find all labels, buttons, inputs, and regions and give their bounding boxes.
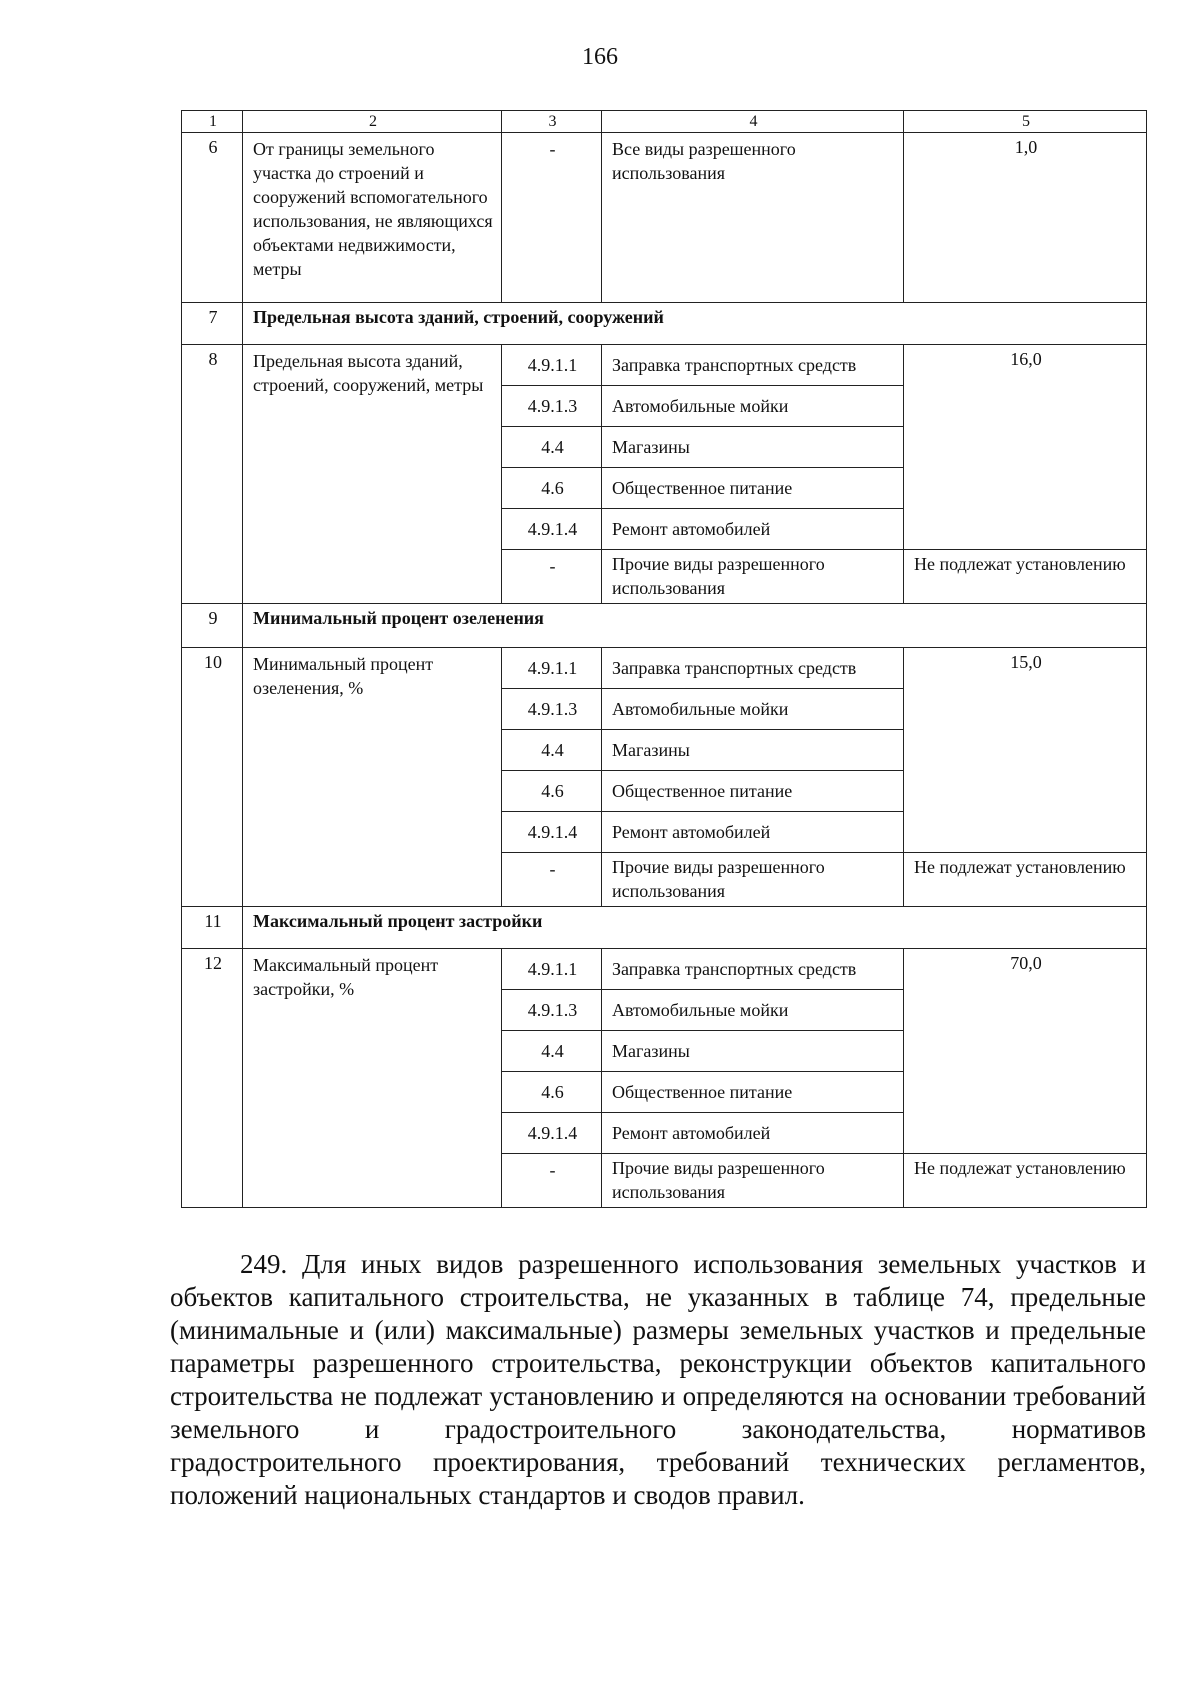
use-code: 4.9.1.4 — [502, 812, 602, 853]
use-name: Автомобильные мойки — [602, 990, 904, 1031]
use-name: Магазины — [602, 427, 904, 468]
row-number: 10 — [182, 648, 243, 907]
use-name: Прочие виды разрешенного использования — [602, 853, 904, 907]
parameter-name: От границы земельного участка до строений и сооружений вспомогательного использования, не являющихся объектами недвижимости, метры — [243, 133, 502, 303]
parameter-value: Не подлежат установлению — [904, 853, 1147, 907]
use-name: Заправка транспортных средств — [602, 345, 904, 386]
parameters-table — [181, 110, 1147, 1208]
header-cell: 4 — [602, 111, 904, 133]
use-code: 4.9.1.4 — [502, 1113, 602, 1154]
use-code: 4.6 — [502, 771, 602, 812]
use-name: Ремонт автомобилей — [602, 812, 904, 853]
use-name: Общественное питание — [602, 1072, 904, 1113]
paragraph-text: 249. Для иных видов разрешенного использования земельных участков и объектов капитального строительства, не указанных в таблице 74, предельные (минимальные и (или) максимальные) размеры земельных участков и предельные параметры разрешенного строительства, реконструкции объектов капитального строительства не подлежат установлению и определяются на основании требований земельного и градостроительного законодательства, нормативов градостроительного проектирования, требований технических регламентов, положений национальных стандартов и сводов правил. — [170, 1249, 1146, 1510]
header-cell: 5 — [904, 111, 1147, 133]
use-code: 4.4 — [502, 1031, 602, 1072]
use-code: 4.9.1.3 — [502, 990, 602, 1031]
use-name: Заправка транспортных средств — [602, 949, 904, 990]
use-name: Общественное питание — [602, 771, 904, 812]
use-name: Ремонт автомобилей — [602, 509, 904, 550]
parameter-name: Максимальный процент застройки, % — [243, 949, 502, 1208]
page-number: 166 — [582, 44, 618, 70]
header-cell: 1 — [182, 111, 243, 133]
use-name: Магазины — [602, 1031, 904, 1072]
table-row — [182, 949, 1147, 990]
use-code: - — [502, 133, 602, 303]
table-row — [182, 345, 1147, 386]
use-name: Общественное питание — [602, 468, 904, 509]
use-name: Автомобильные мойки — [602, 689, 904, 730]
use-code: 4.9.1.3 — [502, 386, 602, 427]
parameter-value: Не подлежат установлению — [904, 1154, 1147, 1208]
use-name: Заправка транспортных средств — [602, 648, 904, 689]
row-number: 7 — [182, 303, 243, 345]
section-row — [182, 303, 1147, 345]
use-code: 4.4 — [502, 730, 602, 771]
section-row — [182, 907, 1147, 949]
section-row — [182, 604, 1147, 648]
use-name: Автомобильные мойки — [602, 386, 904, 427]
use-code: - — [502, 1154, 602, 1208]
row-number: 12 — [182, 949, 243, 1208]
row-number: 8 — [182, 345, 243, 604]
header-cell: 3 — [502, 111, 602, 133]
table-row — [182, 648, 1147, 689]
use-code: 4.9.1.4 — [502, 509, 602, 550]
use-code: - — [502, 550, 602, 604]
use-name: Прочие виды разрешенного использования — [602, 550, 904, 604]
table-header-row — [182, 111, 1147, 133]
section-title: Предельная высота зданий, строений, сооружений — [243, 303, 1147, 345]
use-code: 4.6 — [502, 468, 602, 509]
use-code: - — [502, 853, 602, 907]
use-code: 4.9.1.3 — [502, 689, 602, 730]
row-number: 9 — [182, 604, 243, 648]
parameter-value: 15,0 — [904, 648, 1147, 853]
row-number: 11 — [182, 907, 243, 949]
use-code: 4.4 — [502, 427, 602, 468]
parameter-value: Не подлежат установлению — [904, 550, 1147, 604]
parameter-value: 1,0 — [904, 133, 1147, 303]
parameter-name: Минимальный процент озеленения, % — [243, 648, 502, 907]
table-row — [182, 133, 1147, 303]
use-code: 4.9.1.1 — [502, 949, 602, 990]
use-name: Все виды разрешенного использования — [602, 133, 904, 303]
use-code: 4.6 — [502, 1072, 602, 1113]
header-cell: 2 — [243, 111, 502, 133]
section-title: Минимальный процент озеленения — [243, 604, 1147, 648]
use-name: Ремонт автомобилей — [602, 1113, 904, 1154]
parameter-value: 16,0 — [904, 345, 1147, 550]
parameter-value: 70,0 — [904, 949, 1147, 1154]
use-name: Прочие виды разрешенного использования — [602, 1154, 904, 1208]
use-code: 4.9.1.1 — [502, 648, 602, 689]
row-number: 6 — [182, 133, 243, 303]
body-paragraph — [170, 1248, 1146, 1512]
use-code: 4.9.1.1 — [502, 345, 602, 386]
use-name: Магазины — [602, 730, 904, 771]
parameter-name: Предельная высота зданий, строений, сооружений, метры — [243, 345, 502, 604]
section-title: Максимальный процент застройки — [243, 907, 1147, 949]
